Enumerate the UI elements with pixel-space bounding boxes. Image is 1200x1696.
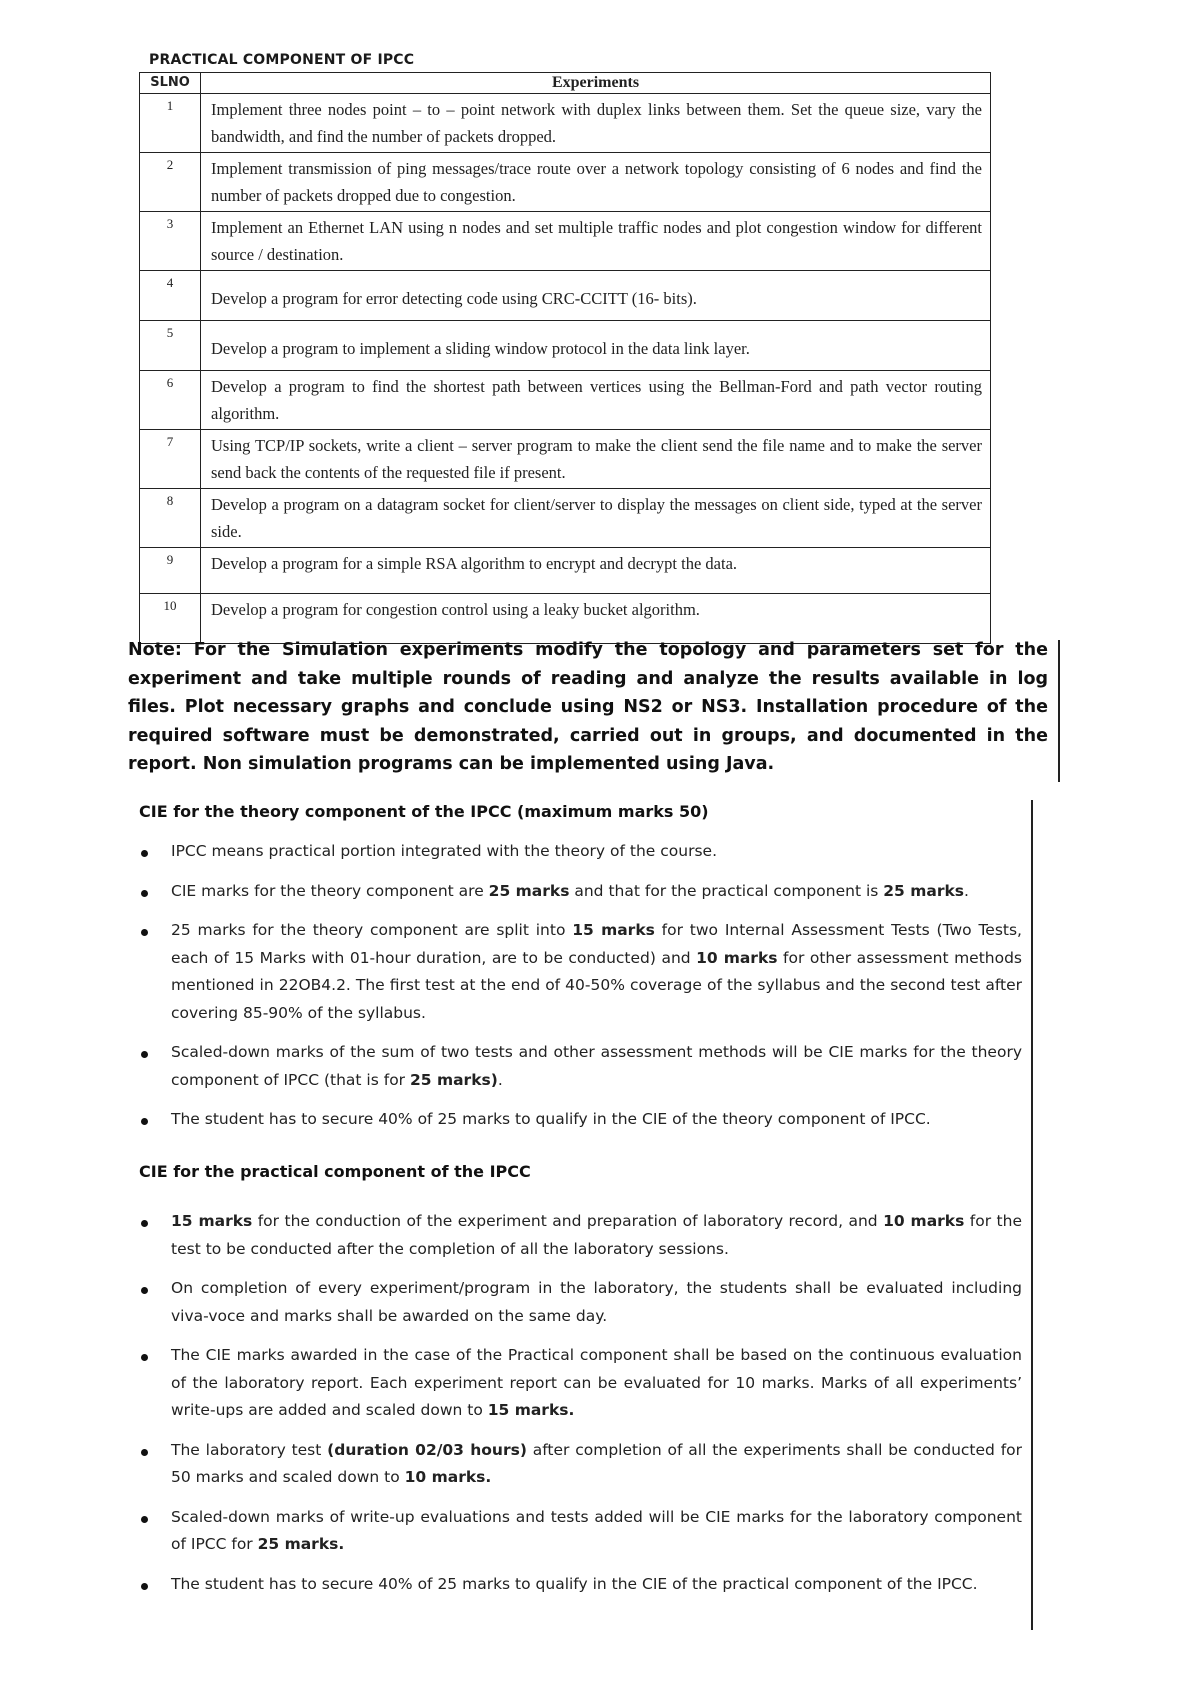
list-item-text: for other assessment methods mentioned in 22OB4.2. The first test at the end of 40-50% coverage of the syllabus and the second test after covering 85-90% of the syllabus.: [171, 948, 1022, 1022]
note-border-line: [1058, 640, 1060, 782]
list-item: [137, 878, 1022, 906]
list-item: [137, 1504, 1022, 1559]
header-experiments: Experiments: [201, 73, 991, 94]
cie-border-line: [1031, 800, 1033, 1630]
list-item-bold: 10 marks: [883, 1212, 965, 1230]
list-item-text: IPCC means practical portion integrated with the theory of the course.: [171, 842, 718, 860]
list-item: [137, 1039, 1022, 1094]
row-experiment: Develop a program to find the shortest path between vertices using the Bellman-Ford and path vector routing algorithm.: [201, 371, 991, 430]
list-item: [137, 1437, 1022, 1492]
practical-cie-title: CIE for the practical component of the IPCC: [139, 1162, 531, 1181]
table-row: [140, 271, 991, 321]
table-row: [140, 212, 991, 271]
header-slno: SLNO: [140, 73, 201, 94]
list-item-text: Scaled-down marks of write-up evaluations and tests added will be CIE marks for the laboratory component of IPCC for: [171, 1507, 1022, 1553]
table-row: [140, 153, 991, 212]
list-item-bold: 15 marks.: [487, 1401, 575, 1419]
list-item-text: Scaled-down marks of the sum of two tests and other assessment methods will be CIE marks for the theory component of IPCC (that is for: [171, 1043, 1022, 1089]
row-number: 7: [140, 430, 201, 489]
list-item-bold: 10 marks: [696, 948, 778, 967]
list-item-text: for two Internal Assessment Tests (Two Tests, each of 15 Marks with 01-hour duration, are to be conducted) and: [171, 921, 1022, 967]
row-experiment: Implement three nodes point – to – point network with duplex links between them. Set the queue size, vary the bandwidth, and find the number of packets dropped.: [201, 94, 991, 153]
list-item-text: .: [497, 1070, 503, 1089]
theory-cie-title: CIE for the theory component of the IPCC (maximum marks 50): [139, 802, 709, 821]
list-item-text: for the conduction of the experiment and preparation of laboratory record, and: [252, 1212, 884, 1230]
list-item-text: CIE marks for the theory component are: [171, 881, 489, 900]
table-row: [140, 321, 991, 371]
list-item-bold: 25 marks.: [257, 1535, 345, 1553]
list-item: [137, 917, 1022, 1027]
list-item-text: and that for the practical component is: [569, 881, 884, 900]
table-row: [140, 371, 991, 430]
row-experiment: Develop a program to implement a sliding window protocol in the data link layer.: [201, 321, 991, 371]
row-number: 9: [140, 548, 201, 594]
table-row: [140, 489, 991, 548]
row-experiment: Using TCP/IP sockets, write a client – server program to make the client send the file name and to make the server send back the contents of the requested file if present.: [201, 430, 991, 489]
list-item-text: The laboratory test: [171, 1440, 328, 1459]
experiments-table: [139, 72, 991, 644]
list-item-text: The student has to secure 40% of 25 marks to qualify in the CIE of the theory component of IPCC.: [171, 1110, 931, 1128]
row-number: 4: [140, 271, 201, 321]
list-item: [137, 838, 1022, 866]
section-title: PRACTICAL COMPONENT OF IPCC: [149, 52, 415, 68]
row-number: 2: [140, 153, 201, 212]
row-experiment: Develop a program for a simple RSA algorithm to encrypt and decrypt the data.: [201, 548, 991, 594]
row-number: 8: [140, 489, 201, 548]
row-number: 10: [140, 594, 201, 644]
list-item: [137, 1571, 1022, 1599]
table-row: [140, 94, 991, 153]
table-row: [140, 430, 991, 489]
row-experiment: Develop a program for congestion control using a leaky bucket algorithm.: [201, 594, 991, 644]
list-item-text: 25 marks for the theory component are split into: [171, 921, 573, 939]
row-experiment: Implement transmission of ping messages/trace route over a network topology consisting of 6 nodes and find the number of packets dropped due to congestion.: [201, 153, 991, 212]
list-item-text: The student has to secure 40% of 25 marks to qualify in the CIE of the practical component of the IPCC.: [171, 1574, 978, 1593]
theory-cie-list: [137, 838, 1022, 1134]
list-item-bold: 25 marks: [488, 881, 570, 900]
row-number: 1: [140, 94, 201, 153]
row-number: 3: [140, 212, 201, 271]
row-number: 5: [140, 321, 201, 371]
list-item-text: for the test to be conducted after the completion of all the laboratory sessions.: [171, 1212, 1022, 1258]
list-item-bold: 25 marks): [409, 1070, 498, 1089]
list-item: [137, 1106, 1022, 1134]
row-experiment: Implement an Ethernet LAN using n nodes and set multiple traffic nodes and plot congestion window for different source / destination.: [201, 212, 991, 271]
list-item-bold: 10 marks.: [404, 1468, 492, 1486]
table-header-row: [140, 73, 991, 94]
list-item-text: after completion of all the experiments shall be conducted for 50 marks and scaled down to: [171, 1440, 1023, 1486]
list-item-bold: 15 marks: [171, 1212, 253, 1230]
list-item-text: On completion of every experiment/program in the laboratory, the students shall be evaluated including viva-voce and marks shall be awarded on the same day.: [171, 1279, 1022, 1325]
list-item-bold: 25 marks: [883, 881, 965, 900]
list-item-bold: (duration 02/03 hours): [327, 1440, 527, 1459]
simulation-note: Note: For the Simulation experiments modify the topology and parameters set for the experiment and take multiple rounds of reading and analyze the results available in log files. Plot necessary graphs and conclude using NS2 or NS3. Installation procedure of the required software must be demonstrated, carried out in groups, and documented in the report. Non simulation programs can be implemented using Java.: [128, 640, 1048, 774]
list-item-text: The CIE marks awarded in the case of the Practical component shall be based on the continuous evaluation of the laboratory report. Each experiment report can be evaluated for 10 marks. Marks of all experiments’ write-ups are added and scaled down to: [171, 1346, 1022, 1419]
list-item-bold: 15 marks: [572, 921, 655, 939]
row-experiment: Develop a program for error detecting code using CRC-CCITT (16- bits).: [201, 271, 991, 321]
table-row: [140, 548, 991, 594]
list-item: [137, 1342, 1022, 1425]
list-item-text: .: [964, 881, 969, 900]
list-item: [137, 1275, 1022, 1330]
practical-cie-list: [137, 1208, 1022, 1598]
row-experiment: Develop a program on a datagram socket for client/server to display the messages on client side, typed at the server side.: [201, 489, 991, 548]
list-item: [137, 1208, 1022, 1263]
row-number: 6: [140, 371, 201, 430]
